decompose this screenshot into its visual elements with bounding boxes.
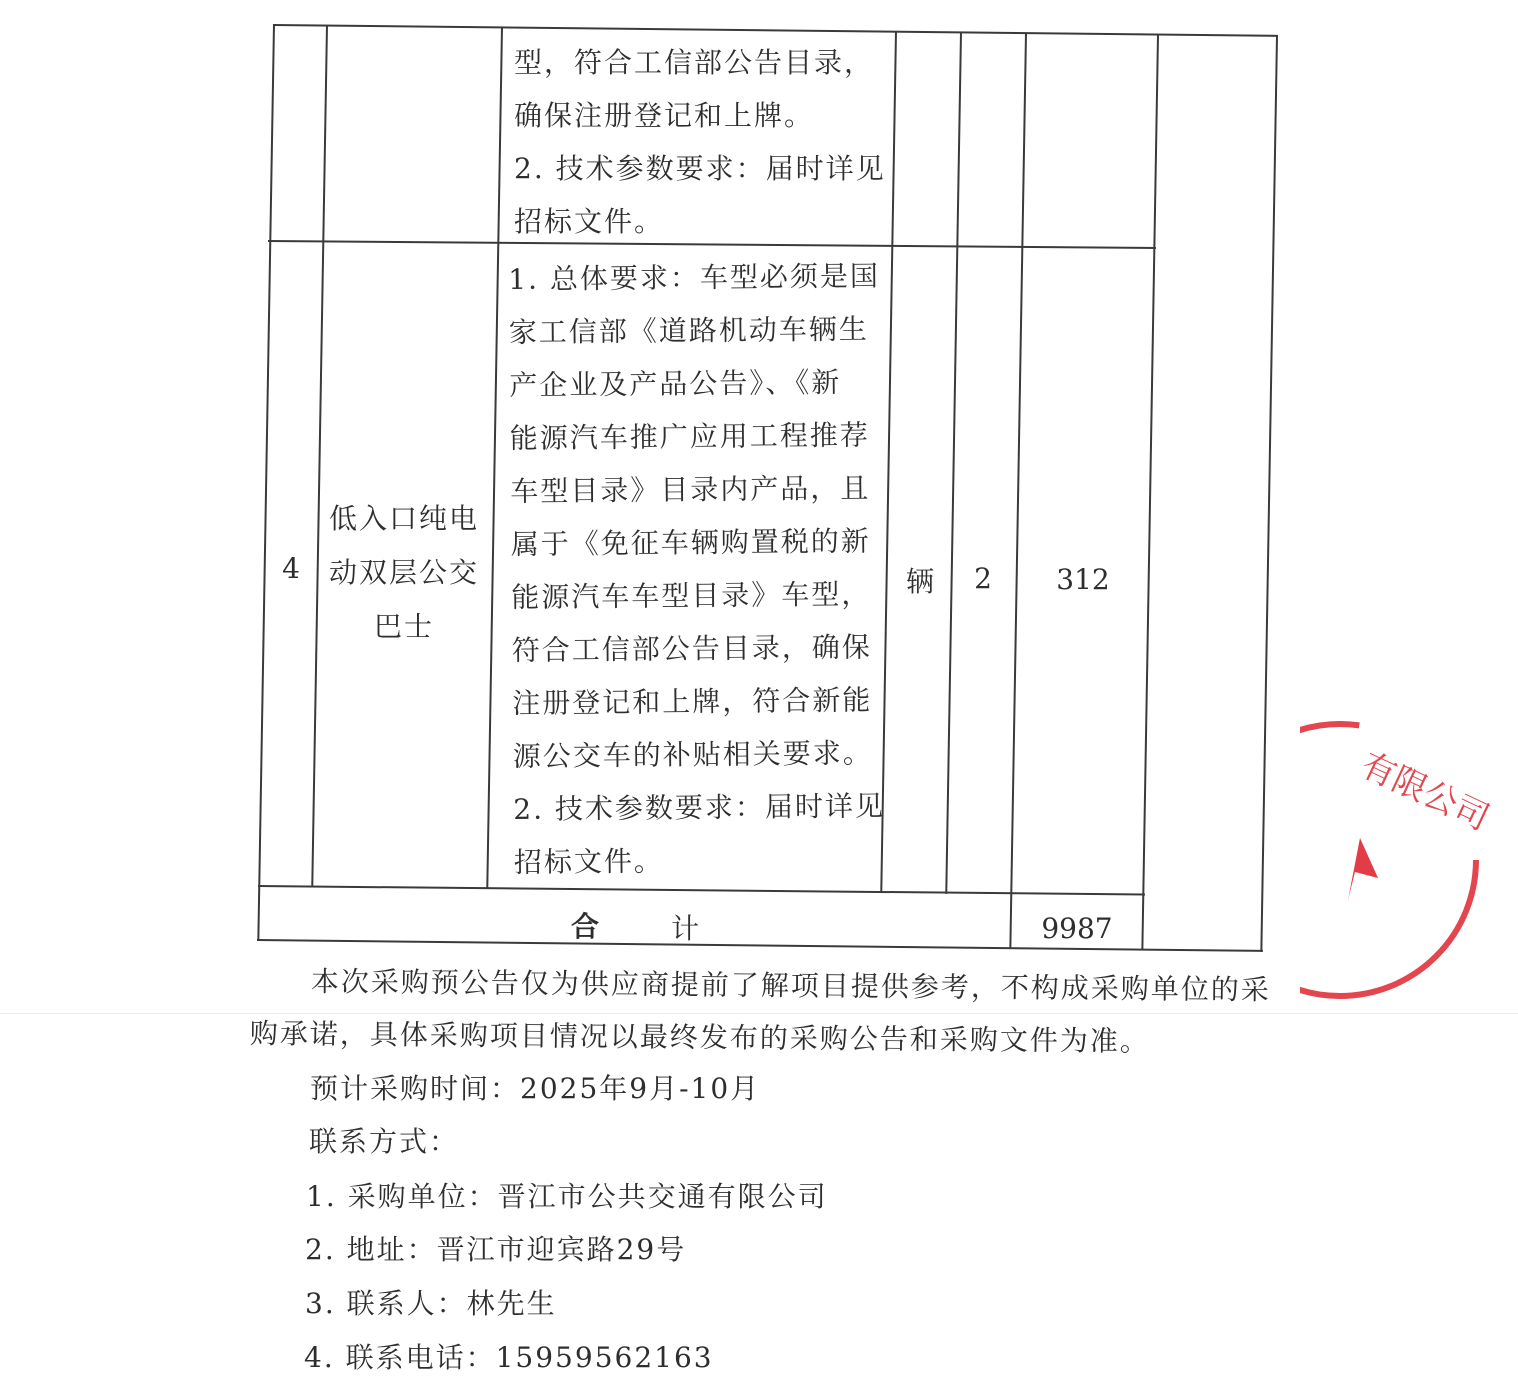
row-index: 4 xyxy=(282,552,300,585)
quantity-cell: 2 xyxy=(974,562,992,595)
col-line-qty xyxy=(1009,33,1027,948)
contact-address: 2. 地址：晋江市迎宾路29号 xyxy=(305,1233,687,1266)
requirement-cell-continued: 型，符合工信部公告目录， 确保注册登记和上牌。 2. 技术参数要求：届时详见 招标文件。 xyxy=(514,46,886,238)
col-line-right xyxy=(1260,36,1278,952)
total-value: 9987 xyxy=(1041,912,1113,945)
total-label-right: 计 xyxy=(670,912,699,945)
notice-paragraph-line2: 购承诺，具体采购项目情况以最终发布的采购公告和采购文件为准。 xyxy=(249,1016,1150,1058)
contact-phone: 4. 联系电话：15959562163 xyxy=(304,1341,714,1374)
col-line-left xyxy=(257,24,275,940)
requirement-cell: 1. 总体要求：车型必须是国 家工信部《道路机动车辆生 产企业及产品公告》、《新 能源汽车推广应用工程推荐 车型目录》目录内产品，且 属于《免征车辆购置税的新 能源汽车车型目录》车型， 符合工信部公告目录，确保 注册登记和上牌，符合新能 源公交车的补贴相关要求。 2. 技术参数要求：届时详见 招标文件。 xyxy=(508,259,886,879)
col-line-budget xyxy=(1141,35,1159,950)
col-line-index xyxy=(311,25,328,887)
contact-heading: 联系方式： xyxy=(309,1125,460,1158)
seal-text: 有限公司 xyxy=(1354,744,1496,839)
contact-person: 3. 联系人：林先生 xyxy=(305,1287,557,1320)
col-line-name xyxy=(486,27,503,889)
table-top-border xyxy=(273,24,1278,37)
item-name-cell: 低入口纯电 动双层公交 巴士 xyxy=(328,502,479,643)
company-seal xyxy=(1300,720,1518,1010)
total-label-left: 合 xyxy=(570,910,599,943)
notice-paragraph-line1: 本次采购预公告仅为供应商提前了解项目提供参考，不构成采购单位的采 xyxy=(310,964,1271,1007)
scan-artifact-line xyxy=(0,1013,1518,1014)
company-seal-graphic xyxy=(1300,720,1518,1010)
budget-cell: 312 xyxy=(1056,563,1110,596)
contact-purchaser: 1. 采购单位：晋江市公共交通有限公司 xyxy=(306,1180,828,1213)
procurement-time: 预计采购时间：2025年9月-10月 xyxy=(310,1072,761,1105)
col-line-unit xyxy=(945,32,962,894)
unit-cell: 辆 xyxy=(905,565,934,598)
